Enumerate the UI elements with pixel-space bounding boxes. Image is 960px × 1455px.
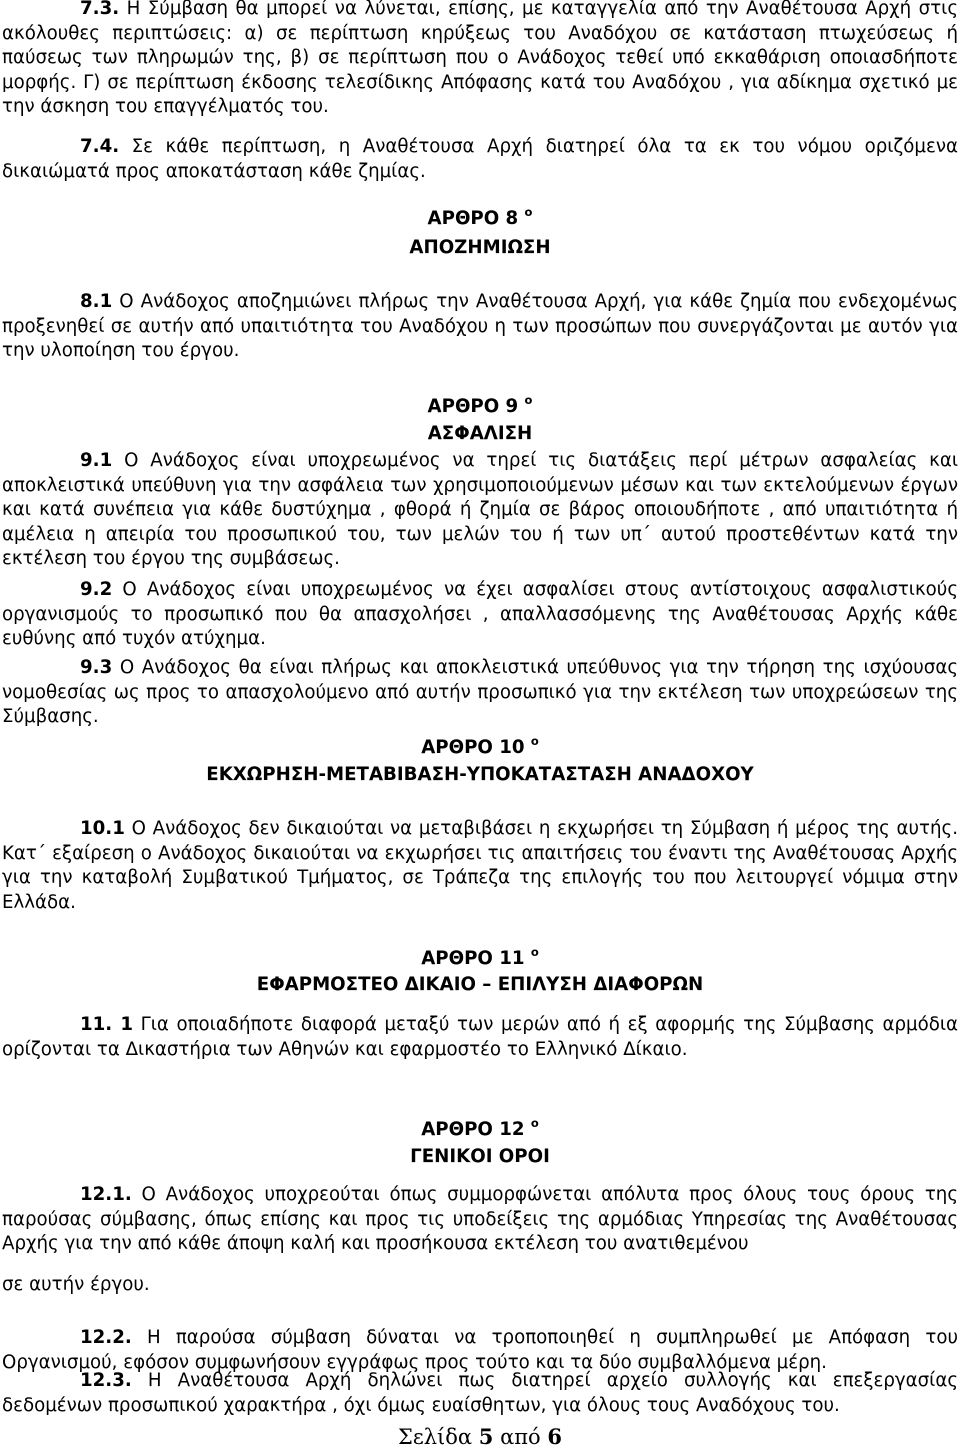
ordinal-sup: ο [530,734,539,748]
clause-text: Ο Ανάδοχος θα είναι πλήρως και αποκλειστικά υπεύθυνος για την τήρηση της ισχύουσας νομοθεσίας ως προς το απασχολούμενο από αυτήν προσωπικό για την εκτέλεση των υποχρεώσεων της Σύμβασης. [2,657,958,727]
article-8-subtitle: ΑΠΟΖΗΜΙΩΣΗ [409,237,551,258]
article-12-subtitle: ΓΕΝΙΚΟΙ ΟΡΟΙ [410,1146,550,1167]
paragraph-9-2 [2,578,958,652]
paragraph-9-3 [2,656,958,730]
clause-number: 9.3 [80,657,113,678]
ordinal-sup: ο [530,1116,539,1130]
paragraph-9-1 [2,449,958,572]
clause-text: Ο Ανάδοχος αποζημιώνει πλήρως την Αναθέτουσα Αρχή, για κάθε ζημία που ενδεχομένως προξενηθεί σε αυτήν από υπαιτιότητα του Αναδόχου η των προσώπων που συνεργάζονται με αυτόν για την υλοποίηση του έργου. [2,291,958,361]
paragraph-12-1-tail: σε αυτήν έργου. [2,1274,150,1295]
clause-number: 12.1. [80,1184,132,1205]
clause-text: Η Αναθέτουσα Αρχή δηλώνει πως διατηρεί αρχείο συλλογής και επεξεργασίας δεδομένων προσωπικού χαρακτήρα , όχι όμως ευαίσθητων, για όλους τους Αναδόχους του. [2,1370,958,1416]
ordinal-sup: ο [524,393,533,407]
page-footer [0,1424,960,1450]
current-page-number: 5 [478,1424,494,1449]
footer-mid: από [493,1425,548,1449]
paragraph-11-1 [2,1013,958,1062]
footer-prefix: Σελίδα [397,1425,479,1449]
paragraph-12-1 [2,1183,958,1257]
paragraph-10-1 [2,817,958,915]
clause-number: 9.2 [80,579,113,600]
paragraph-7-4 [2,135,958,184]
clause-text: Ο Ανάδοχος είναι υποχρεωμένος να τηρεί τις διατάξεις περί μέτρων ασφαλείας και αποκλειστικά υπεύθυνη για την ασφάλεια των χρησιμοποιούμενων μέσων και των εκτελούμενων έργων και κατά συνέπεια για κάθε δυστύχημα , φθορά ή ζημία σε βάρος οποιουδήποτε , από υπαιτιότητα ή αμέλεια η απειρία του προσωπικού του, των μελών του ή των υπ΄ αυτού προστεθέντων κατά την εκτέλεση του έργου της συμβάσεως. [2,450,958,569]
article-8-title: ΑΡΘΡΟ 8 $^o$ [427,205,533,229]
clause-text: Ο Ανάδοχος είναι υποχρεωμένος να έχει ασφαλίσει στους αντίστοιχους ασφαλιστικούς οργανισμούς το προσωπικό που θα απασχολήσει , απαλλασσόμενης της Αναθέτουσας Αρχής κάθε ευθύνης από τυχόν ατύχημα. [2,579,958,649]
paragraph-12-3 [2,1369,958,1418]
clause-number: 8.1 [80,291,113,312]
clause-number: 12.2. [80,1327,132,1348]
paragraph-12-2 [2,1326,958,1375]
article-10-title: ΑΡΘΡΟ 10 $^o$ [421,734,539,758]
clause-number: 10.1 [80,818,125,839]
clause-number: 7.3. [80,0,120,19]
total-pages-number: 6 [547,1424,562,1449]
clause-number: 9.1 [80,450,113,471]
paragraph-7-3 [2,0,958,120]
clause-number: 11. 1 [80,1014,134,1035]
article-9-title: ΑΡΘΡΟ 9 $^o$ [427,393,533,417]
paragraph-8-1 [2,290,958,364]
article-11-title: ΑΡΘΡΟ 11 $^o$ [421,945,539,969]
article-9-subtitle: ΑΣΦΑΛΙΣΗ [427,423,533,444]
clause-text: Η Σύμβαση θα μπορεί να λύνεται, επίσης, με καταγγελία από την Αναθέτουσα Αρχή στις ακόλουθες περιπτώσεις: α) σε περίπτωση κηρύξεως του Αναδόχου σε κατάσταση πτωχεύσεως ή παύσεως των πληρωμών της, β) σε περίπτωση που ο Ανάδοχος τεθεί υπό εκκαθάριση οποιασδήποτε μορφής. Γ) σε περίπτωση έκδοσης τελεσίδικης Απόφασης κατά του Αναδόχου , για αδίκημα σχετικό με την άσκηση του επαγγέλματός του. [2,0,958,117]
clause-text: Για οποιαδήποτε διαφορά μεταξύ των μερών από ή εξ αφορμής της Σύμβασης αρμόδια ορίζονται τα Δικαστήρια των Αθηνών και εφαρμοστέο το Ελληνικό Δίκαιο. [2,1014,958,1060]
clause-text: Ο Ανάδοχος δεν δικαιούται να μεταβιβάσει η εκχωρήσει τη Σύμβαση ή μέρος της αυτής. Κατ΄ εξαίρεση ο Ανάδοχος δικαιούται να εκχωρήσει τις απαιτήσεις του έναντι της Αναθέτουσας Αρχής για την καταβολή Συμβατικού Τμήματος, σε Τράπεζα της επιλογής του που λειτουργεί νόμιμα στην Ελλάδα. [2,818,958,913]
clause-text: Η παρούσα σύμβαση δύναται να τροποποιηθεί η συμπληρωθεί με Απόφαση του Οργανισμού, εφόσον συμφωνήσουν εγγράφως προς τούτο και τα δύο συμβαλλόμενα μέρη. [2,1327,958,1373]
clause-number: 12.3. [80,1370,132,1391]
clause-text: Ο Ανάδοχος υποχρεούται όπως συμμορφώνεται απόλυτα προς όλους τους όρους της παρούσας σύμβασης, όπως επίσης και προς τις υποδείξεις της αρμόδιας Υπηρεσίας της Αναθέτουσας Αρχής για την από κάθε άποψη καλή και προσήκουσα εκτέλεση του ανατιθεμένου [2,1184,958,1254]
article-11-subtitle: ΕΦΑΡΜΟΣΤΕΟ ΔΙΚΑΙΟ – ΕΠΙΛΥΣΗ ΔΙΑΦΟΡΩΝ [256,974,704,995]
ordinal-sup: ο [530,945,539,959]
article-10-subtitle: ΕΚΧΩΡΗΣΗ-ΜΕΤΑΒΙΒΑΣΗ-ΥΠΟΚΑΤΑΣΤΑΣΗ ΑΝΑΔΟΧΟΥ [206,764,754,785]
ordinal-sup: ο [524,205,533,219]
article-12-title: ΑΡΘΡΟ 12 $^o$ [421,1116,539,1140]
clause-text: Σε κάθε περίπτωση, η Αναθέτουσα Αρχή διατηρεί όλα τα εκ του νόμου οριζόμενα δικαιώματά προς αποκατάσταση κάθε ζημίας. [2,136,958,182]
clause-number: 7.4. [80,136,120,157]
